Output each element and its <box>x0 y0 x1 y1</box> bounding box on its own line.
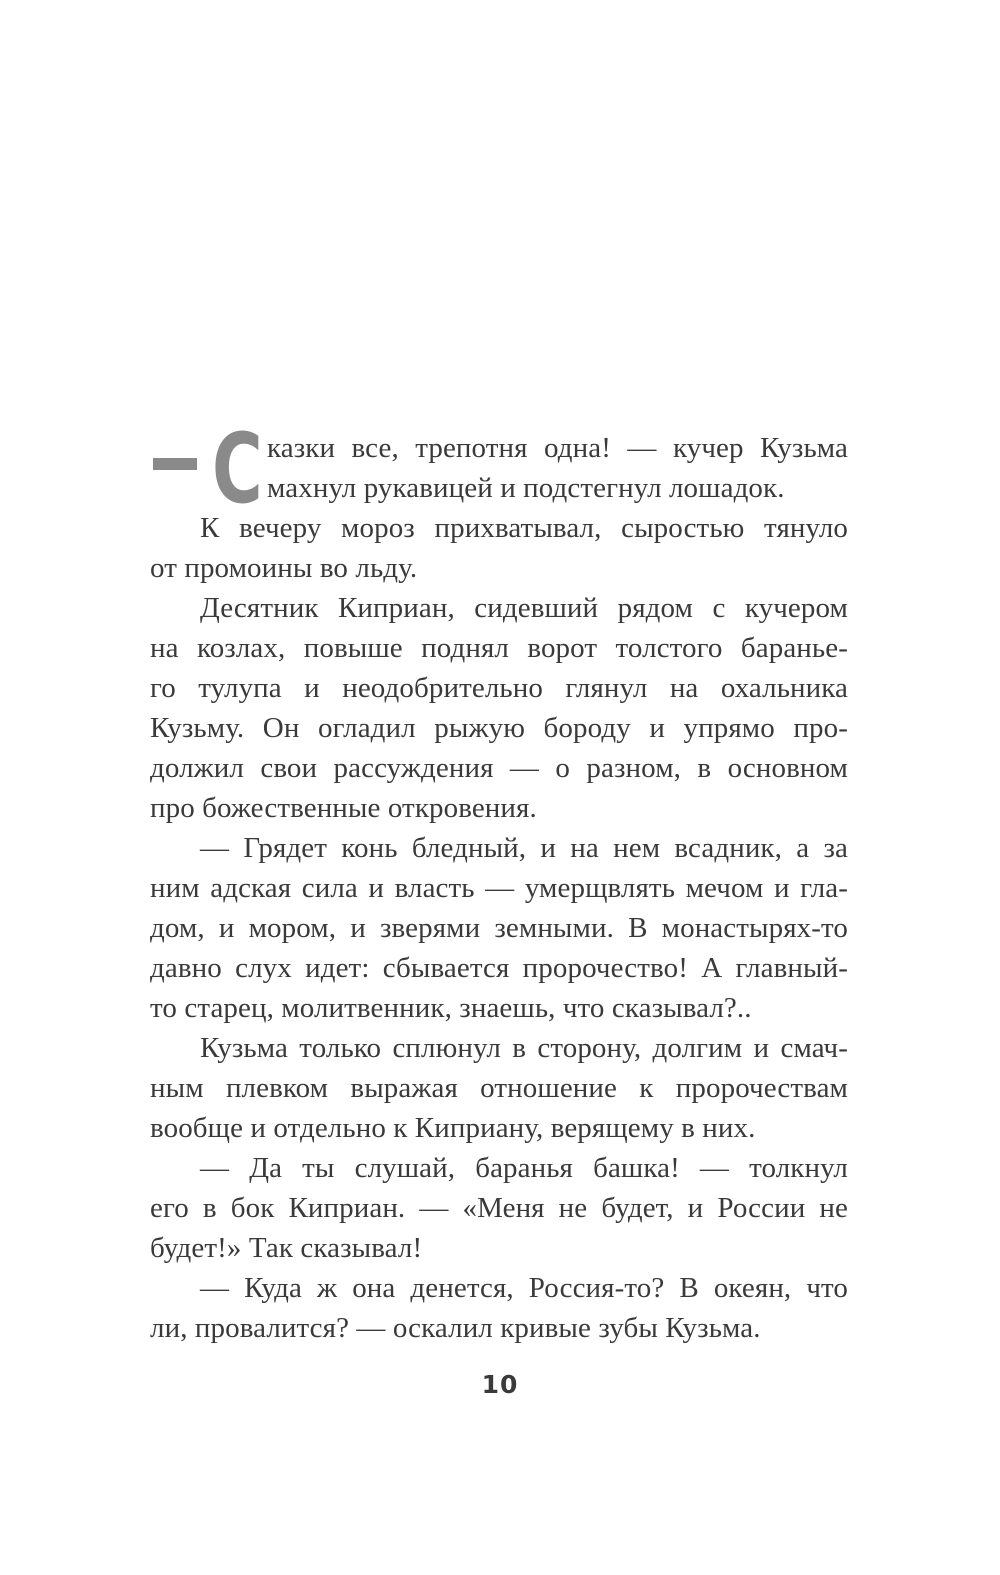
text-line: го тулупа и неодобрительно глянул на охальника <box>150 672 848 704</box>
text-line: вообще и отдельно к Киприану, верящему в них. <box>150 1112 756 1144</box>
text-line: будет!» Так сказывал! <box>150 1232 423 1264</box>
text-line: ли, провалится? — оскалил кривые зубы Кузьма. <box>150 1312 761 1344</box>
text-line: то старец, молитвенник, знаешь, что сказывал?.. <box>150 992 752 1024</box>
paragraph <box>150 588 848 828</box>
text-line: казки все, трепотня одна! — кучер Кузьма <box>267 432 848 464</box>
drop-cap-letter: С <box>212 413 263 525</box>
text-line: К вечеру мороз прихватывал, сыростью тянуло <box>200 512 848 544</box>
page-number: 10 <box>481 1370 519 1399</box>
text-line: его в бок Киприан. — «Меня не будет, и России не <box>150 1192 848 1224</box>
text-line: давно слух идет: сбывается пророчество! А главный- <box>150 952 848 984</box>
paragraph <box>150 1268 848 1348</box>
text-line: должил свои рассуждения — о разном, в основном <box>150 752 848 784</box>
text-line: на козлах, повыше поднял ворот толстого баранье- <box>150 632 848 664</box>
paragraph <box>150 1148 848 1268</box>
text-line: Десятник Киприан, сидевший рядом с кучером <box>200 592 848 624</box>
text-line: ним адская сила и власть — умерщвлять мечом и гла- <box>150 872 848 904</box>
chapter-text <box>150 413 848 1348</box>
text-line: — Да ты слушай, баранья башка! — толкнул <box>200 1152 848 1184</box>
text-line: махнул рукавицей и подстегнул лошадок. <box>267 472 785 504</box>
text-line: от промоины во льду. <box>150 552 418 584</box>
lead-dash <box>153 458 197 470</box>
text-line: — Грядет конь бледный, и на нем всадник, а за <box>200 832 848 864</box>
paragraph <box>150 828 848 1028</box>
text-line: — Куда ж она денется, Россия-то? В океян, что <box>200 1272 848 1304</box>
text-line: ным плевком выражая отношение к пророчествам <box>150 1072 848 1104</box>
text-line: про божественные откровения. <box>150 792 537 824</box>
text-line: Кузьма только сплюнул в сторону, долгим и смач- <box>200 1032 848 1064</box>
text-line: дом, и мором, и зверями земными. В монастырях-то <box>150 912 848 944</box>
paragraph <box>150 1028 848 1148</box>
text-line: Кузьму. Он огладил рыжую бороду и упрямо про- <box>150 712 848 744</box>
